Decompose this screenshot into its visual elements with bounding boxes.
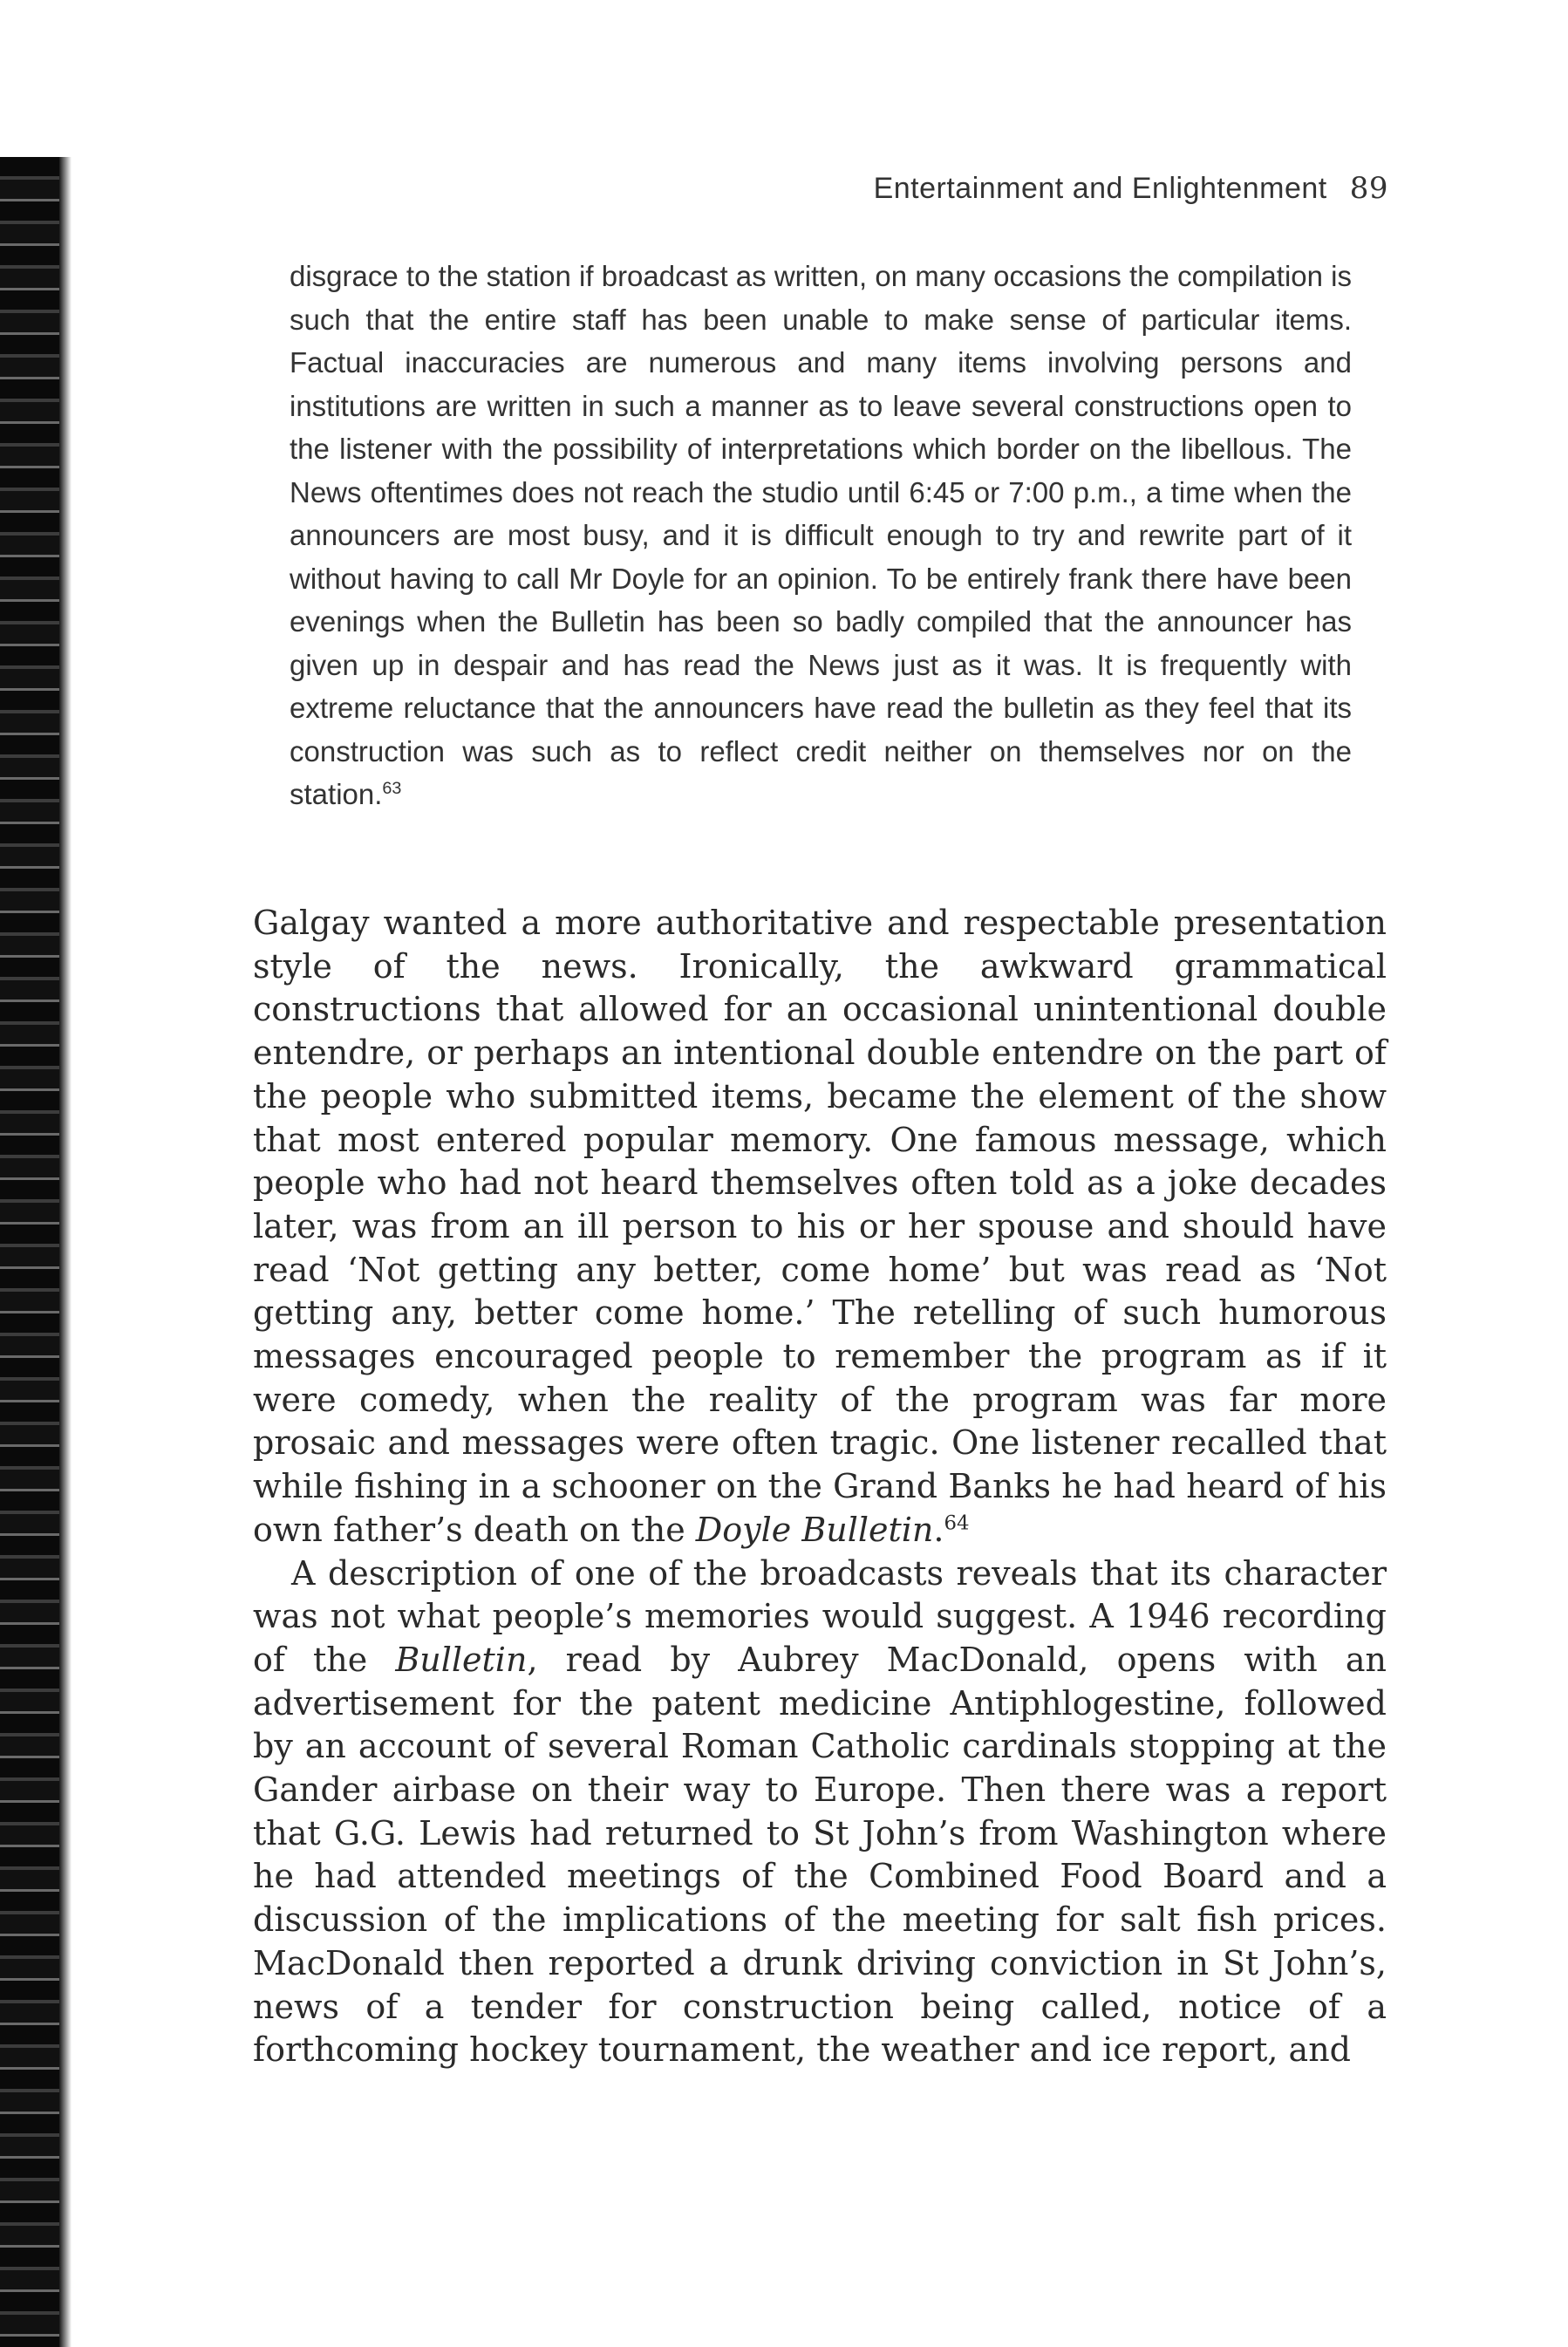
block-quote xyxy=(290,255,1352,816)
running-title: Entertainment and Enlightenment xyxy=(873,172,1327,205)
paragraph-1-text: Galgay wanted a more authoritative and respectable presentation style of the news. Ironically, the awkward grammatical constructions that allowed for an occasional unintentional double entendre, or perhaps an intentional double entendre on the part of the people who submitted items, became the element of the show that most entered popular memory. One famous message, which people who had not heard themselves often told as a joke decades later, was from an ill person to his or her spouse and should have read ‘Not getting any better, come home’ but was read as ‘Not getting any, better come home.’ The retelling of such humorous messages encouraged people to remember the program as if it were comedy, when the reality of the program was far more prosaic and messages were often tragic. One listener recalled that while fishing in a schooner on the Grand Banks he had heard of his own father’s death on the xyxy=(253,904,1387,1549)
page-number: 89 xyxy=(1349,171,1388,206)
paragraph-2-end: , read by Aubrey MacDonald, opens with an advertisement for the patent medicine Antiphlogestine, followed by an account of several Roman Catholic cardinals stopping at the Gander airbase on their way to Europe. Then there was a report that G.G. Lewis had returned to St John’s from Washington where he had attended meetings of the Combined Food Board and a discussion of the implications of the meeting for salt fish prices. MacDonald then reported a drunk driving conviction in St John’s, news of a tender for construction being called, notice of a forthcoming hockey tournament, the weather and ice report, and xyxy=(253,1640,1387,2070)
paragraph-galgay xyxy=(253,902,1387,1552)
footnote-ref-64: 64 xyxy=(944,1511,970,1535)
paragraph-1-end: . xyxy=(933,1510,944,1549)
running-header xyxy=(785,171,1388,206)
bulletin-title: Bulletin xyxy=(395,1640,528,1679)
block-quote-text: disgrace to the station if broadcast as written, on many occasions the compilation is such that the entire staff has been unable to make sense of particular items. Factual inaccuracies are numerous and many items involving persons and institutions are written in such a manner as to leave several constructions open to the listener with the possibility of interpretations which border on the libellous. The News oftentimes does not reach the studio until 6:45 or 7:00 p.m., a time when the announcers are most busy, and it is difficult enough to try and rewrite part of it without having to call Mr Doyle for an opinion. To be entirely frank there have been evenings when the Bulletin has been so badly compiled that the announcer has given up in despair and has read the News just as it was. It is frequently with extreme reluctance that the announcers have read the bulletin as they feel that its construction was such as to reflect credit neither on themselves nor on the station. xyxy=(290,260,1352,810)
scan-binding-edge xyxy=(0,157,59,2347)
paragraph-2-start: A description of one of the broadcasts reveals that its character was not what people’s memories would suggest. A 1946 recording of the xyxy=(253,1553,1387,1679)
scan-binding-shadow xyxy=(59,157,72,2347)
paragraph-description xyxy=(253,1552,1387,2072)
body-text xyxy=(253,902,1387,2072)
footnote-ref-63: 63 xyxy=(382,779,402,798)
doyle-bulletin-title: Doyle Bulletin xyxy=(695,1510,934,1549)
